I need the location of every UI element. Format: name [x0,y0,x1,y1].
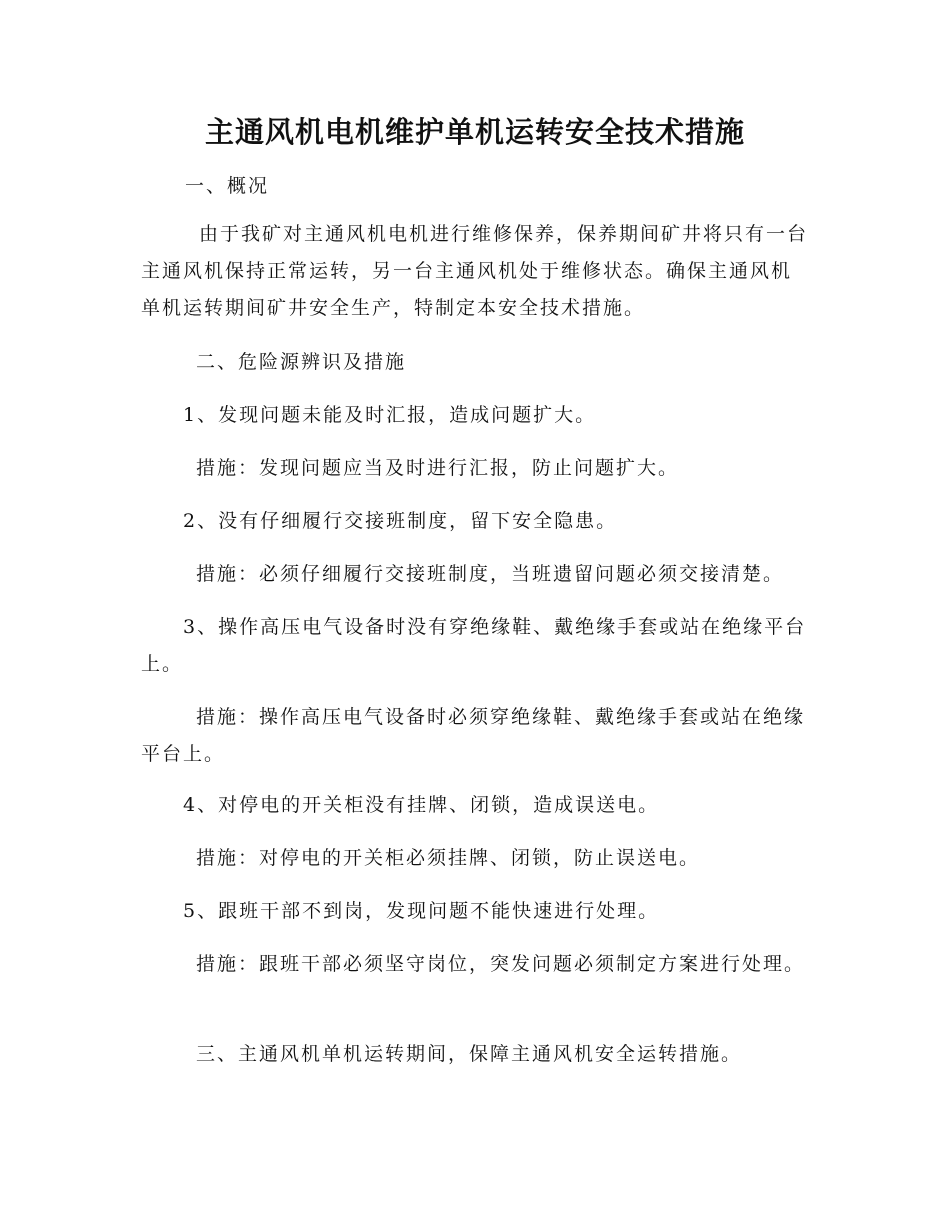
section-heading-hazards: 二、危险源辨识及措施 [196,351,407,373]
document-title: 主通风机电机维护单机运转安全技术措施 [204,115,745,149]
measure-item-4: 措施：对停电的开关柜必须挂牌、闭锁，防止误送电。 [196,847,701,869]
hazard-item-1: 1、发现问题未能及时汇报，造成问题扩大。 [183,404,597,426]
measure-item-3: 措施：操作高压电气设备时必须穿绝缘鞋、戴绝缘手套或站在绝缘平台上。 [141,706,806,765]
overview-paragraph: 由于我矿对主通风机电机进行维修保养，保养期间矿井将只有一台主通风机保持正常运转，另一台主通风机处于维修状态。确保主通风机单机运转期间矿井安全生产，特制定本安全技术措施。 [141,223,809,319]
hazard-item-2: 2、没有仔细履行交接班制度，留下安全隐患。 [183,510,618,532]
section-heading-overview: 一、概况 [185,175,270,197]
hazard-item-4: 4、对停电的开关柜没有挂牌、闭锁，造成误送电。 [183,794,660,816]
measure-item-5: 措施：跟班干部必须坚守岗位，突发问题必须制定方案进行处理。 [196,953,806,975]
measure-item-2: 措施：必须仔细履行交接班制度，当班遗留问题必须交接清楚。 [196,563,785,585]
hazard-item-5: 5、跟班干部不到岗，发现问题不能快速进行处理。 [183,900,660,922]
hazard-item-3: 3、操作高压电气设备时没有穿绝缘鞋、戴绝缘手套或站在绝缘平台上。 [141,616,807,675]
measure-item-1: 措施：发现问题应当及时进行汇报，防止问题扩大。 [196,457,680,479]
section-heading-single-fan-operation: 三、主通风机单机运转期间，保障主通风机安全运转措施。 [196,1043,743,1065]
